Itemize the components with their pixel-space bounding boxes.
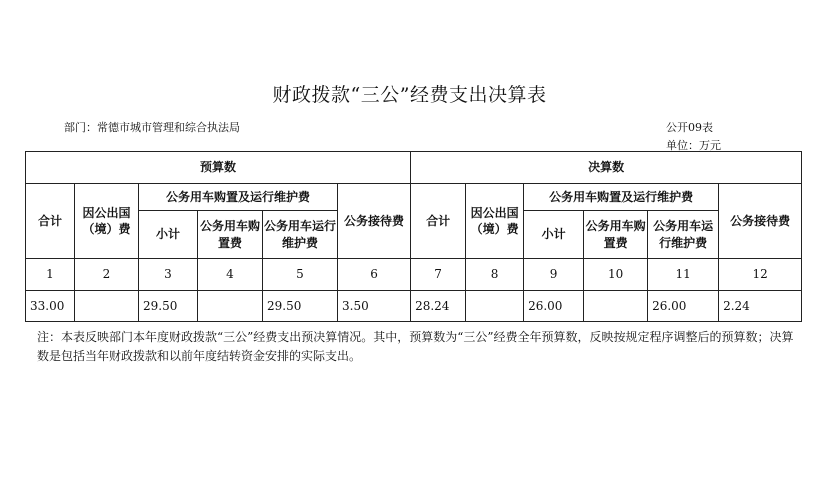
expenditure-table bbox=[25, 151, 802, 322]
final-group-header: 决算数 bbox=[411, 152, 802, 184]
column-number: 11 bbox=[648, 259, 719, 291]
final-reception-value: 2.24 bbox=[719, 291, 802, 322]
page-title: 财政拨款“三公”经费支出决算表 bbox=[272, 84, 547, 106]
column-number: 10 bbox=[584, 259, 648, 291]
final-reception-header: 公务接待费 bbox=[719, 184, 802, 259]
column-number: 8 bbox=[466, 259, 524, 291]
final-vehicle-purchase-value bbox=[584, 291, 648, 322]
final-subtotal-value: 26.00 bbox=[524, 291, 584, 322]
column-number: 7 bbox=[411, 259, 466, 291]
final-vehicle-purchase-header: 公务用车购置费 bbox=[584, 211, 648, 259]
unit-label: 单位：万元 bbox=[666, 139, 721, 152]
column-number: 1 bbox=[26, 259, 75, 291]
final-vehicle-maint-header: 公务用车运行维护费 bbox=[648, 211, 719, 259]
column-number: 9 bbox=[524, 259, 584, 291]
column-number: 12 bbox=[719, 259, 802, 291]
final-total-header: 合计 bbox=[411, 184, 466, 259]
column-number: 3 bbox=[139, 259, 198, 291]
final-abroad-header: 因公出国（境）费 bbox=[466, 184, 524, 259]
column-number: 4 bbox=[198, 259, 263, 291]
final-subtotal-header: 小计 bbox=[524, 211, 584, 259]
budget-group-header: 预算数 bbox=[26, 152, 411, 184]
budget-abroad-header: 因公出国（境）费 bbox=[75, 184, 139, 259]
form-code: 公开09表 bbox=[666, 121, 713, 134]
budget-vehicle-maint-value: 29.50 bbox=[263, 291, 338, 322]
budget-reception-value: 3.50 bbox=[338, 291, 411, 322]
budget-total-header: 合计 bbox=[26, 184, 75, 259]
budget-total-value: 33.00 bbox=[26, 291, 75, 322]
budget-reception-header: 公务接待费 bbox=[338, 184, 411, 259]
final-total-value: 28.24 bbox=[411, 291, 466, 322]
final-abroad-value bbox=[466, 291, 524, 322]
column-number: 2 bbox=[75, 259, 139, 291]
final-vehicle-maint-value: 26.00 bbox=[648, 291, 719, 322]
budget-subtotal-value: 29.50 bbox=[139, 291, 198, 322]
budget-abroad-value bbox=[75, 291, 139, 322]
column-number: 6 bbox=[338, 259, 411, 291]
department-label: 部门：常德市城市管理和综合执法局 bbox=[64, 121, 240, 134]
column-number-row bbox=[26, 259, 802, 291]
budget-vehicle-maint-header: 公务用车运行维护费 bbox=[263, 211, 338, 259]
budget-subtotal-header: 小计 bbox=[139, 211, 198, 259]
final-vehicle-group-header: 公务用车购置及运行维护费 bbox=[524, 184, 719, 211]
column-number: 5 bbox=[263, 259, 338, 291]
table-row bbox=[26, 291, 802, 322]
budget-vehicle-group-header: 公务用车购置及运行维护费 bbox=[139, 184, 338, 211]
budget-vehicle-purchase-header: 公务用车购置费 bbox=[198, 211, 263, 259]
footnote: 注：本表反映部门本年度财政拨款“三公”经费支出预决算情况。其中，预算数为“三公”经费全年预算数，反映按规定程序调整后的预算数；决算数是包括当年财政拨款和以前年度结转资金安排的实际支出。 bbox=[37, 330, 794, 363]
budget-vehicle-purchase-value bbox=[198, 291, 263, 322]
